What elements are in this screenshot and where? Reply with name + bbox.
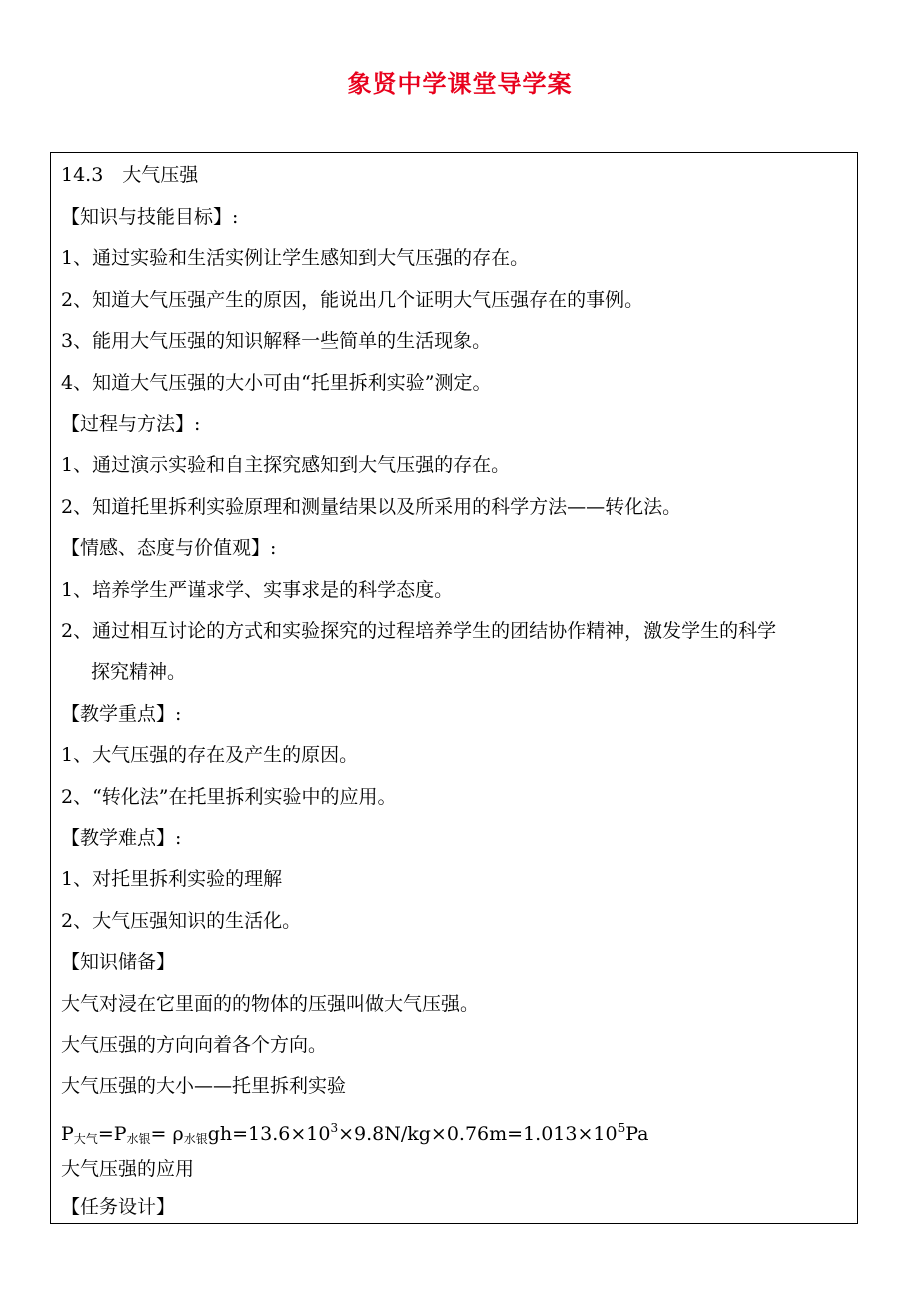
knowledge-goals-heading: 【知识与技能目标】: [61,206,239,228]
pressure-formula [61,1114,648,1153]
emotion-value-item: 2、通过相互讨论的方式和实验探究的过程培养学生的团结协作精神，激发学生的科学 [61,620,777,642]
task-design-heading: 【任务设计】 [61,1196,176,1218]
process-method-item: 1、通过演示实验和自主探究感知到大气压强的存在。 [61,454,511,476]
formula-part: gh=13.6×10 [207,1123,331,1145]
formula-subscript: 大气 [73,1132,98,1146]
formula-subscript: 水银 [183,1132,208,1146]
formula-exponent: 3 [330,1121,339,1135]
process-methods-heading: 【过程与方法】: [61,413,201,435]
formula-unit: Pa [625,1123,649,1145]
lesson-plan-box [50,152,858,1224]
knowledge-reserve-item: 大气压强的大小——托里拆利实验 [61,1075,347,1097]
knowledge-reserve-heading: 【知识储备】 [61,951,176,973]
knowledge-goal-item: 4、知道大气压强的大小可由“托里拆利实验”测定。 [61,372,492,394]
formula-exponent: 5 [617,1121,626,1135]
process-method-item: 2、知道托里拆利实验原理和测量结果以及所采用的科学方法——转化法。 [61,496,682,518]
knowledge-reserve-item: 大气压强的方向向着各个方向。 [61,1034,328,1056]
key-point-item: 2、“转化法”在托里拆利实验中的应用。 [61,786,397,808]
knowledge-reserve-item: 大气对浸在它里面的的物体的压强叫做大气压强。 [61,993,480,1015]
formula-part: ×9.8N/kg×0.76m=1.013×10 [338,1123,618,1145]
difficult-point-item: 2、大气压强知识的生活化。 [61,910,302,932]
emotion-value-item: 1、培养学生严谨求学、实事求是的科学态度。 [61,579,454,601]
formula-symbol: P [61,1123,74,1145]
emotion-values-heading: 【情感、态度与价值观】: [61,537,277,559]
difficult-point-item: 1、对托里拆利实验的理解 [61,868,283,890]
key-point-item: 1、大气压强的存在及产生的原因。 [61,744,359,766]
knowledge-reserve-application: 大气压强的应用 [61,1158,195,1180]
section-title: 14.3 大气压强 [61,164,199,186]
formula-subscript: 水银 [126,1132,151,1146]
emotion-value-item-continued: 探究精神。 [91,661,187,683]
knowledge-goal-item: 3、能用大气压强的知识解释一些简单的生活现象。 [61,330,492,352]
formula-part: = ρ [150,1123,184,1145]
difficult-points-heading: 【教学难点】: [61,827,182,849]
knowledge-goal-item: 2、知道大气压强产生的原因，能说出几个证明大气压强存在的事例。 [61,289,644,311]
knowledge-goal-item: 1、通过实验和生活实例让学生感知到大气压强的存在。 [61,247,530,269]
key-points-heading: 【教学重点】: [61,703,182,725]
page-title: 象贤中学课堂导学案 [347,70,573,98]
formula-part: =P [97,1123,127,1145]
